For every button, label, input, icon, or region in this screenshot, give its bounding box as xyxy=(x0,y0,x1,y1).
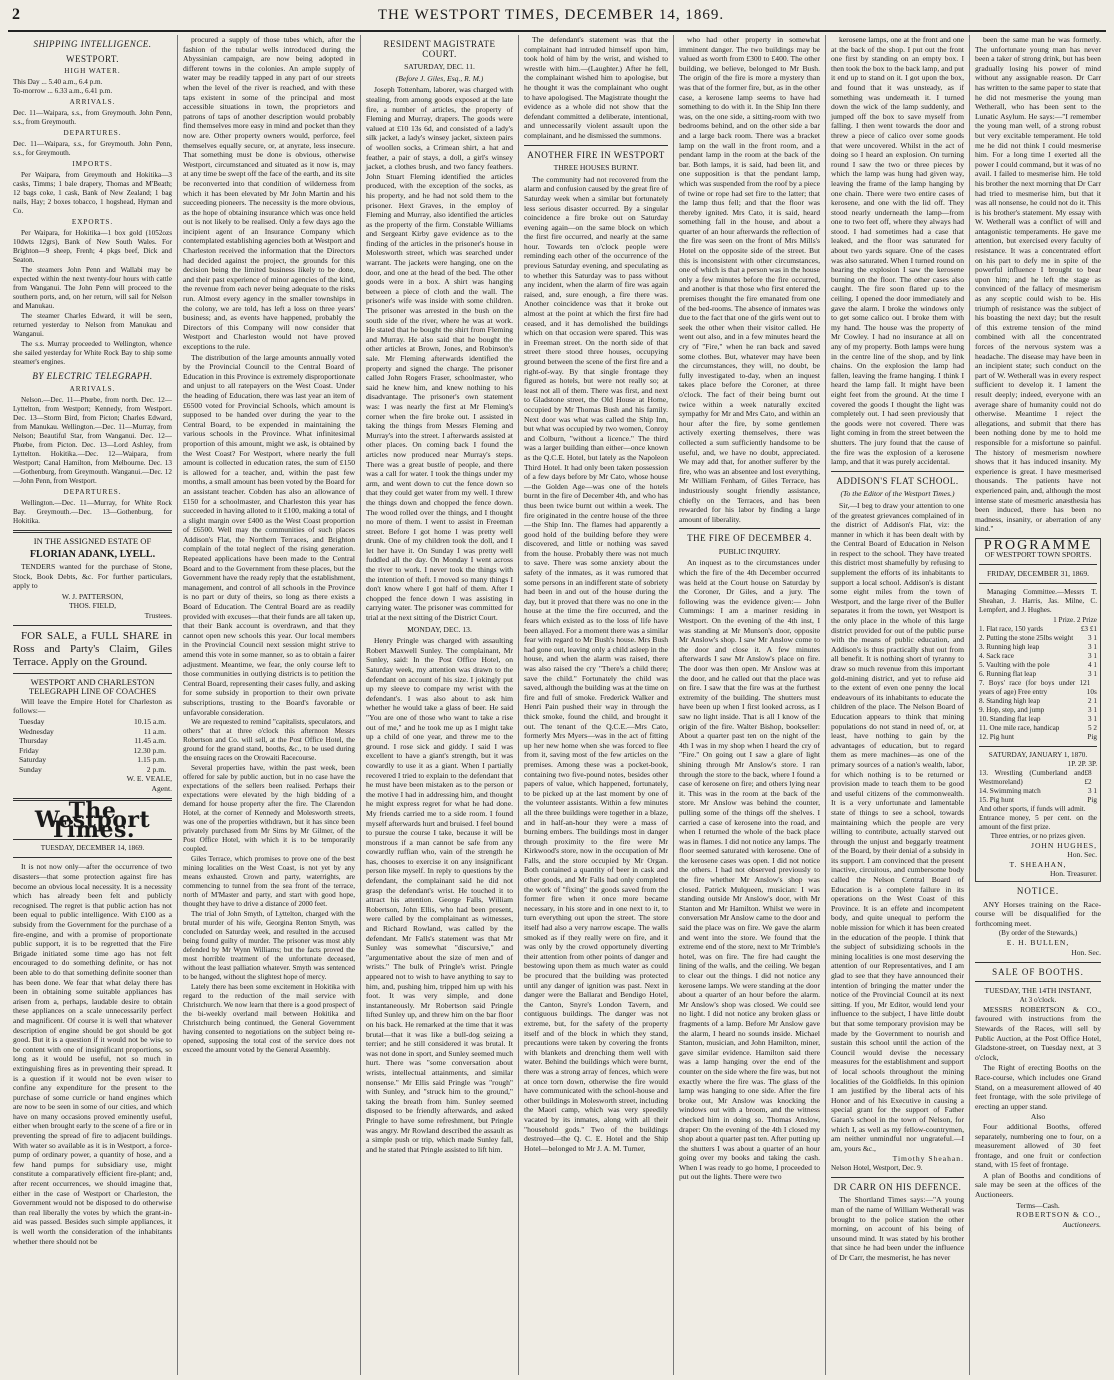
event-row xyxy=(979,769,1097,787)
coach-time-row xyxy=(13,746,172,756)
notice-signatory: E. H. BULLEN, xyxy=(1006,938,1070,948)
high-water-line: To-morrow ... 6.33 a.m., 6.41 p.m. xyxy=(13,87,113,96)
event-row-value: Pig xyxy=(1087,795,1097,804)
events-list xyxy=(979,769,1097,805)
newspaper-flag: The Westport Times. xyxy=(34,797,151,843)
event-row xyxy=(979,706,1097,715)
carr-heading: DR CARR ON HIS DEFENCE. xyxy=(833,1181,962,1192)
event-row-label: 8. Standing high leap xyxy=(979,696,1041,705)
page-number: 2 xyxy=(12,6,20,23)
event-row-label: 12. Pig hunt xyxy=(979,732,1014,741)
coach-time-row-label: Wednesday xyxy=(19,726,54,736)
event-row-label: 2. Putting the stone 25lbs weight xyxy=(979,633,1074,642)
coach-heading: WESTPORT AND CHARLESTON TELEGRAPH LINE OF COACHES xyxy=(28,676,157,697)
event-row xyxy=(979,715,1097,724)
coach-time-row-label: Thursday xyxy=(19,736,48,746)
letter-signature: Timothy Sheahan. xyxy=(892,1154,964,1164)
event-row-value: £3 £1 xyxy=(1080,624,1097,633)
event-row-label: 5. Vaulting with the pole xyxy=(979,660,1050,669)
event-row-label: 7. Boys' race (for boys under 12 years of age) Free entry xyxy=(979,678,1087,696)
event-row-value: 3 1 xyxy=(1088,669,1097,678)
prize-header-label: 1 Prize. 2 Prize xyxy=(1053,615,1097,624)
estate-name: FLORIAN ADANK, LYELL. xyxy=(29,549,156,561)
coach-time-row-label: Sunday xyxy=(19,764,42,774)
coach-time-row xyxy=(13,765,172,775)
columns xyxy=(8,35,1106,1375)
court-date: SATURDAY, DEC. 11. xyxy=(404,62,475,72)
inquiry-heading: THE FIRE OF DECEMBER 4. xyxy=(687,533,812,544)
coach-time-row-value: 12.30 p.m. xyxy=(133,745,166,755)
programme-committee: Managing Committee.—Messrs T. Sheahan, J. Harris, Jas. Milne, C. Lempfert, and J. Hughes. xyxy=(979,587,1097,614)
exports-text: Per Waipara, for Hokitika—1 box gold (1052ozs 10dwts 12grs), Bank of New South Wales. For Brighton—9 sheep, Frenh; 4 pkgs beef, Dick and Seaton. xyxy=(13,229,172,265)
coach-text: Will leave the Empire Hotel for Charleston as follows:— xyxy=(13,696,172,716)
event-row-label: 9. Hop, step, and jump xyxy=(979,705,1045,714)
divider xyxy=(13,625,172,626)
event-row-value: 3 1 xyxy=(1088,633,1097,642)
column-5 xyxy=(674,35,826,1375)
column-3 xyxy=(361,35,519,1375)
event-row xyxy=(979,697,1097,706)
editor-note: (To the Editor of the Westport Times.) xyxy=(840,489,955,499)
addison-heading: ADDISON'S FLAT SCHOOL. xyxy=(836,475,959,486)
prize-header-label: 1P. 2P. 3P. xyxy=(1067,759,1097,768)
letter-text: Sir,—I beg to draw your attention to one of the greatest grievances complained of in the district of Addison's Flat, viz: the manner in which it has been dealt with by the Central Board of Education in Nelson in respect to the school. They have treated this district most shamefully by refusing to supplement the efforts of its inhabitants to support a local school. Addison's is distant some eight miles from the town of Westport, and the large river of the Buller separates it from the town, yet Westport is the only place in the whole of this large district provided for out of the public purse with the means of public education, and Addison's is thus practically shut out from all benefit. It is nothing short of tyranny to draw so much revenue from this important gold-mining district, and yet to refuse aid to the extent of even one penny the local endeavours of its inhabitants to educate the children of the place. The Nelson Board of Education appears to think that mining populations do not stand in need of, or, at least, have nothing to gain by the advantages of education, but to regard them as mere machines—as one of the primary sources of a nation's wealth, labor, for which nothing is to be returned or provision made to teach them to be good and useful citizens of the commonwealth. It is a very unfortunate and lamentable state of things to see a school, towards maintaining which the people are very willing to contribute, actually starved out through the unjust and beggarly treatment of the Board, by their denial of a subsidy in its support. I am convinced that the present inactive, circuitous, and cumbersome body called the Nelson Central Board of Education is a complete failure in its operations on the West Coast of this Province. It is an effete and incompetent body, and quite unequal to perform the noble mission for which it has been created in the education of the people. I think that the subject of subsidizing schools in the mining localities is one most deserving the attention of our Representatives, and I am glad to see that they have announced their intention of bringing the matter under the notice of the Provincial Council at its next sitting. If you, Mr Editor, would lend your influence to the subject, I have little doubt but that some temporary provision may be made by the Government to nourish and sustain this school until the action of the Council would devise the necessary measures for the establishment and support of local schools throughout the mining localities of the Goldfields. In this opinion I am justified by the liberal acts of his Honor and of his Executive in causing a special grant for the support of Father Garan's school in the town of Nelson, for which I, as well as my fellow-countrymen, am neither unmindful nor ungrateful.—I am, yours &c., xyxy=(831,500,964,1153)
divider xyxy=(13,530,172,533)
event-row xyxy=(979,670,1097,679)
departures-heading: DEPARTURES. xyxy=(63,129,122,138)
news-paragraph: We are requested to remind "capitalists, speculators, and others" that at three o'clock this afternoon Messrs Robertson and Co. will sell, at the Post Office Hotel, the ground for the grand stand, booths, &c., to be used during the ensuing races on the Orowaiti Racecourse. xyxy=(183,718,355,763)
notice-role: Hon. Sec. xyxy=(1071,948,1101,957)
booths-signatory: ROBERTSON & CO., xyxy=(1016,1210,1101,1220)
event-row-label: 4. Sack race xyxy=(979,651,1014,660)
tel-arrivals-text: Nelson.—Dec. 11—Phœbe, from north. Dec. 12—Lyttelton, from Westport; Kennedy, from Westport. Dec. 13—Storm Bird, from Picton; Charles Edward, from Manukau. Wellington.—Dec. 11—Murray, from Nelson; Beautiful Star, from Wanganui. Dec. 12—Phœbe, from Picton. Dec. 13—Lord Ashley, from Lyttelton. Hokitika.—Dec. 12—Waipara, from Westport; Canal Hamilton, from Melbourne. Dec. 13—Gothenburg, from Greymouth. Wanganui.—Dec. 12—John Penn, from Westport. xyxy=(13,395,172,485)
coach-time-row xyxy=(13,755,172,765)
news-paragraph: Giles Terrace, which promises to prove one of the best mining localities on the West Coast, is not yet by any means exhausted. Crown and party, waterrights, are commencing to tunnel from the sea front of the terrace, north of M'Master and party, and start with good hope, thought they have to drive a distance of 2000 feet. xyxy=(183,855,355,909)
event-row-value: 3 1 xyxy=(1088,705,1097,714)
fire-report: The community had not recovered from the alarm and confusion caused by the great fire of Saturday week when a similar but fortunately less serious disaster occurred. By a singular coincidence a fire broke out on Saturday evening again—on the same block on which the first fire occurred, and nearly at the same hour. Towards ten o'clock people were reminding each other of the occurrence of the previous Saturday evening, and speculating as to whether this Saturday was to pass without any incident, when the alarm of fire was again raised, and, sure enough, a fire there was. Another coincidence was that it broke out almost at the point at which the first fire had ceased, and it has demolished the buildings which on that occasion were spared. This was in Freeman street. On the north side of that street there stood three houses, occupying ground between the scene of the first fire and a right-of-way. By that single frontage they figured as hotels, but were not really so; at least not all of them. There was first, and next to Gladstone street, the Old House at Home, occupied by Mr Thomas Bush and his family. Next door was what was called the Ship Inn, but what was occupied by two women, Conroy and Colburn, "without a licence." The third was a larger building than either—once known as the Q.C.E. Hotel, but lately as the Napoleon Third Hotel. It had only been taken possession of a few days before by Mr Cato, whose house—the Golden Age—was one of the hotels burnt in the fire of December 4th, and who has thus been twice burnt out within a week. The fire originated in the centre house of the three—the Ship Inn. The flames had apparently a good hold of the building before they were discovered, and little or nothing was saved from the house. Probably there was not much to save. There was some anxiety about the safety of the inmates, as it was rumored that some persons in an indifferent state of sobriety had been in and out of the house during the day, but it proved that there was no one in the house at the time the fire occurred, and the fears which existed as to the loss of life have been allayed. For a moment there was a similar fear with regard to Mr Bush's house. Mrs Bush had gone out, leaving only a child asleep in the house, and when the alarm was raised, there was also raised the cry "There's a child there; save the child." Fortunately the child was saved, although the building was at the time on fire and full of smoke. Frederick Walker and Henri Pain pushed their way in through the thick smoke, found the child, and brought it out. The tenant of the Q.C.E.—Mrs Cato, formerly Mrs Myers—was in the act of fitting up her new home when she was forced to flee from it, saving most of the few articles on the premises. Among these was a pocket-book, containing two five-pound notes, besides other papers of value, which happened, fortunately, to be picked up at the last moment by one of the volunteer assistants. Within a few minutes all the three buildings were together in a blaze, and in half-an-hour they were a mass of burning embers. The buildings most in danger through proximity to the fire were Mr Kirkwood's store, now in the occupation of Mr Falls, and the store occupied by Mr Organ. Both contained a quantity of beer in cask and other goods, and Mr Falls had only completed the work of "fixing" the goods saved from the former fire when it once more became necessary, in his store and in one next to it, to turn everything out upon the street. The store itself had also a very narrow escape. The walls smoked as if they really were on fire, and it was only by the crowd opportunely diverting their attention from other points of danger and bestowing upon them as much water as could be procured that the building was protected until any danger of ignition was past. Next in danger were the Ballarat and Bendigo Hotel, the Canton, Snyre's London Tavern, and contiguous buildings. The danger was not extreme, but, for the safety of the property itself and of the block in which they stand, precautions were taken by covering the fronts with blankets and drenching them well with water. Behind the buildings which were burnt, there was a strong array of fences, which were at once torn down, otherwise the fire would have communicated with the school-house and other buildings in Molesworth street, including the Maori camp, which was very speedily vacated by its inmates, along with all their "household gods." Two of the buildings destroyed—the Q. C. E. Hotel and the Ship Hotel—belonged to Mr J. A. M. Turner, xyxy=(524,174,668,1153)
leader-paragraph: procured a supply of those tubes which, after the fashion of the tubular wells introduced during the Abyssinian campaign, are now being adopted in different towns in the colonies. An ample supply of water may be readily tapped in any part of our streets when the level of the river is reached, and with these taps existent in some of the principal and most accessible situations in town, the proprietors and patrons of taps of another description would probably find themselves more easy in mind and pocket than they now are. Other property owners would, perforce, feel themselves equally secure, or, at anyrate, less insecure. That something must be done is obvious, otherwise Westport, circumstanced and situated as it now is, may at any time be swept off the face of the earth, and its site be reconverted into that condition of wilderness from which it has been elevated by Mr John Martin and his succeeding pioneers. The necessity is the more obvious, as the hope of obtaining insurance which was once held out is not likely to be realised. Only a few days ago the incipient agent of an Insurance Company which contemplated establishing agencies both at Westport and Charleston received the information that the Directors had decided against the project, the grounds for this decision being the limited business likely to be done, and their past experience of minor agencies of the kind, the revenue from each never being adequate to the risks run. Almost every agency in the smaller townships in the colony, we are told, has left a loss on three years' business; and, as events have happened, probably the Directors of this Company will now consider that Westport and Charleston would not have proved exceptions to the rule. xyxy=(183,35,355,351)
programme-signatory: JOHN HUGHES, xyxy=(1030,840,1097,850)
event-row xyxy=(979,652,1097,661)
column-6 xyxy=(826,35,970,1375)
event-row-value: 3 1 xyxy=(1088,651,1097,660)
divider xyxy=(679,528,820,529)
event-row-value: 5 2 xyxy=(1088,723,1097,732)
event-row-value: 3 1 xyxy=(1088,642,1097,651)
event-row xyxy=(979,796,1097,805)
sports-programme xyxy=(975,538,1101,882)
arrivals-heading: ARRIVALS. xyxy=(69,98,116,107)
masthead xyxy=(8,6,1106,32)
event-row-value: 2 1 xyxy=(1088,696,1097,705)
event-row xyxy=(979,679,1097,697)
court-heading: RESIDENT MAGISTRATE COURT. xyxy=(383,39,496,59)
fire-heading: ANOTHER FIRE IN WESTPORT xyxy=(527,149,665,160)
event-row xyxy=(979,643,1097,652)
sale-notice: FOR SALE, a FULL SHARE in Ross and Party's Claim, Giles Terrace. Apply on the Ground. xyxy=(13,629,172,668)
coach-signatory: W. E. VEALE, xyxy=(126,774,172,784)
inquiry-report: An inquest as to the circumstances under which the fire of the 4th December occurred was held at the Court house on Saturday by the Coroner, Dr Giles, and a jury. The following was the evidence given:— John Cummings: I am a mariner residing in Westport. On the evening of the 4th inst, I was standing at Mr Munson's door, opposite Mr Anslow's shop. I saw Mr Anslow come to the door and close it. A few minutes afterwards I saw Mr Anslow's place on fire. The door was then open. Mr Anslow was at the door, and he called out that the place was on fire. I saw that the fire was at the furthest extremity of the building. The shutters must have been up when I first looked across, as I saw no light inside. That is all I know of the origin of the fire. Walter Bishop, bookseller: About a quarter past ten on the night of the 4th I was in my shop when I heard the cry of "Fire." On going out I saw a glare of light shining through Mr Anslow's store. I ran through the store to the back, where I found a case of kerosene on fire; and others lying near it. This was in the room at the back of the store. Mr Anslow was behind the counter, pulling some of the things off the shelves. I carried a case of kerosene into the road, and when I returned the whole of the back place was in flames. I did not notice any lamps. The floor seemed saturated with kerosene. One of the kerosene cases was open. I did not notice the others. I had not observed previously to the fire whether Mr Anslow's shop was closed. Patrick Mulqueen, musician: I was standing outside Mr Anslow's door, with Mr Stanton and Mr Hamilton. Whilst we were in conversation Mr Anslow came to the door and said the place was on fire. We gave the alarm and went into the store. We found that the extreme end of the store, next to Mr Trimble's hotel, was on fire. The fire had caught the lining of the walls, and the ceiling. We began to clear out the things. I did not notice any kerosene lamps. We were standing at the door about a quarter of an hour before the alarm. Mr Anslow's shop was closed. We could see no light. I did not notice any broken glass or fragments of a lamp. Before Mr Anslow gave the alarm, I heard no sounds inside. Michael Stanton, musician, and John Hamilton, miner, gave similar evidence. Hamilton said there was a lamp hanging over the end of the counter on the side where the fire was, but not exactly where the fire was. The glass of the lamp was hanging to one side. After the fire broke out, Mr Anslow was knocking the windows out with a broom, and the witness checked him in doing so. Thomas Anslow, draper: On the evening of the 4th I closed my shop about a quarter past ten. After putting up the shutters I was about a quarter of an hour going over my books and taking the cash. When I was ready to go home, I proceeded to put out the lights. There were two xyxy=(679,558,820,1182)
carr-text: The Shortland Times says:—"A young man of the name of William Wetherall was brought to the police station the other morning, on account of his being of unsound mind. It was stated by his brother that since he had been under the influence of Dr Carr, the mesmerist, he has never xyxy=(831,1195,964,1263)
event-row-value: 3 1 xyxy=(1088,714,1097,723)
coach-time-row-value: 10.15 a.m. xyxy=(133,716,166,726)
booths-text: A plan of Booths and conditions of sale may be seen at the offices of the Auctioneers. xyxy=(975,1170,1101,1200)
news-paragraph: Lately there has been some excitement in Hokitika with regard to the reduction of the mail service with Christchurch. We now learn that there is a good prospect of the bi-weekly overland mail between Hokitika and Christchurch being continued, the General Government having consented to negotiations on the subject being re-opened, supposing the total cost of the service does not exceed the amount voted by the General Assembly. xyxy=(183,983,355,1055)
booths-also: Also xyxy=(1030,1112,1046,1122)
event-row-label: 10. Standing flat leap xyxy=(979,714,1041,723)
coach-time-row-label: Friday xyxy=(19,745,39,755)
booths-text: MESSRS ROBERTSON & CO., favoured with instructions from the Stewards of the Races, will sell by Public Auction, at the Post Office Hotel, Gladstone-street, on Tuesday next, at 3 o'clock, xyxy=(975,1004,1101,1062)
coach-time-row-value: 11 a.m. xyxy=(143,726,166,736)
coach-agent: Agent. xyxy=(151,784,172,794)
event-row-value: £8 £2 xyxy=(1084,768,1092,786)
programme-role: Hon. Sec. xyxy=(1067,850,1097,860)
exports-heading: EXPORTS. xyxy=(71,218,114,227)
divider xyxy=(13,857,172,858)
column-2 xyxy=(178,35,361,1375)
estate-heading: IN THE ASSIGNED ESTATE OF xyxy=(33,535,152,546)
event-row-value: 3 1 xyxy=(1088,786,1097,795)
news-paragraph: The trial of John Smyth, of Lyttelton, charged with the brutal murder of his wife, Georgina Renton Smyth, was concluded on Saturday week, and resulted in the accused being found guilty of murder. The prisoner was most ably defended by Mr Wynn Williams; but the facts proved the most horrible treatment of the unfortunate deceased, without the least palliation whatever. Smyth was sentenced to be hanged, without the slightest hope of mercy. xyxy=(183,910,355,982)
column-7 xyxy=(970,35,1106,1375)
high-water-heading: HIGH WATER. xyxy=(64,67,121,76)
court-report: Joseph Tottenham, laborer, was charged with stealing, from among goods exposed at the late fire, a number of articles, the property of Fleming and Murray, drapers. The goods were valued at £10 13s 6d, and consisted of a lady's silk jacket, a lady's winsey jacket, sixteen pairs of woollen socks, a Crimean shirt, a hat and feather, a pair of stays, a doll, a girl's winsey jacket, a clothes brush, and two fancy feathers. John Stuart Fleming identified the articles produced, with the exception of the socks, as his property, and he had not sold them to the prisoner. Hext Graves, in the employ of Fleming and Murray, also identified the articles as the property of the firm. Constable Williams and Sergeant Kirby gave evidence as to the finding of the articles in the prisoner's house in Molesworth street, which was searched under warrant. The jackets were hanging, one on the door, and one at the head of the bed. The other goods were in a box. A shirt was hanging between a piece of cloth and the wall. The prisoner's wife was inside with some children. The prisoner was arrested in the bush on the south side of the river, where he was at work. He stated that he bought the shirt from Fleming and Murray. He also said that he bought the other articles at Brown, Jones, and Robinson's sale. Mr Fleming afterwards identified the property and signed the charge. The prisoner called John Rogers Fraser, schoolmaster, who said he knew him, and knew nothing to his disadvantage. The prisoner's own statement was: I was nearly the first at Mr Fleming's corner when the fire broke out. I assisted in taking the things from Messrs Fleming and Murray's into the street. I afterwards assisted at other places. On coming back I found the articles now produced near Murray's steps. There was a great bustle of people, and there was a call for water. I took the things under my arm, and went down to cut the fence down so that they could get water from my well. I threw the things down and chopped the fence down. The wood rolled over the things, and I thought no more of them. I went to assist in Freeman street. Before I got home I was pretty well drunk. One of my children took the doll, and I let her have it. On Sunday I was pretty well fuddled all the day. On Monday I went across the river to work. I never took the things with the intention of theft. I moved so many things I don't know where I got half of them. After I chopped the fence down I was assisting in carrying water. The prisoner was committed for trial at the next sitting of the District Court. xyxy=(366,85,513,623)
column-1 xyxy=(8,35,178,1375)
divider xyxy=(979,746,1097,747)
tel-departures-text: Wellington.—Dec. 11—Murray, for White Rock Bay. Greymouth.—Dec. 13—Gothenburg, for Hokitika. xyxy=(13,498,172,525)
fire-subheading: THREE HOUSES BURNT. xyxy=(553,163,639,173)
leader-paragraph: It is not now only—after the occurrence of two disasters—that some protection against fire has become an obvious local necessity. It is a necessity which has already been felt and publicly recognised. The regret is that public action has not been equal to public intelligence. With £100 as a subsidy from the Government for the purchase of a fire-engine, and with a promise of proportionate public support, it is to be regretted that the Fire Brigade initiated some time ago has not felt encouraged to do something definite, or has not been able to do that something definite sooner than has been done. We fear that what delay there has been in obtaining some suitable appliances has arisen from a, perhaps, laudable desire to obtain these appliances on a scale unnecessarily perfect and magnificent. Of course it is well that whatever description of engine should be got should be got good. But it is a question if it would not be wise to be content with one of insignificant proportions, so long as it would be useful, not so much in extinguishing fires as in preventing their spread. It is a question if it would not be even wiser to confine any expenditure for the present to the purchase of some curricle or hand engines which are now to be seen in some of our cities, and which have on many occasions proved eminently useful, either when brought early to the scene of a fire or in preventing the spread of fire to adjacent buildings. With water so available as it is in Westport, a force-pump of ordinary power, a quantity of hose, and a few hand pumps for subsidiary use, might constitute a comparatively efficient fire-plant; and, after recent occurrences, we should imagine that, either in the case of Westport or Charleston, the Government would not be disposed to do otherwise than real liberally the votes by which the grant-in-aid was passed. Besides such simple appliances, it is well worth the consideration of the inhabitants whether there should not be xyxy=(13,862,172,1246)
booths-time: At 3 o'clock. xyxy=(1019,995,1057,1004)
programme-note: Three entries, or no prizes given. xyxy=(990,831,1086,840)
steamers-paragraph: The steamers John Penn and Wallabi may be expected within the next twenty-four hours with cattle from Wanganui. The John Penn will proceed to the southern ports, and, on her return, will sail for Nelson and Manukau. xyxy=(13,266,172,311)
coach-timetable xyxy=(13,717,172,775)
divider xyxy=(979,583,1097,584)
event-row-label: 3. Running high leap xyxy=(979,642,1040,651)
court-date: MONDAY, DEC. 13. xyxy=(407,624,472,634)
event-row xyxy=(979,724,1097,733)
booths-text: Four additional Booths, offered separately, numbering one to four, on a measurement allowed of 30 feet frontage, and one fruit or confection stand, with 15 feet of frontage. xyxy=(975,1121,1101,1170)
leader-paragraph: The distribution of the large amounts annually voted by the Provincial Council to the Central Board of Education in this Province is extremely disproportionate and unjust to all ratepayers on the West Coast. Under the heading of Education, there was last year an item of £6500 voted for Provincial Schools, which amount is supposed to be handed over during the year to the Central Board, to be expended in maintaining the various schools in the Province. What infinitesimal proportion of this amount, might we ask, is obtained by the West Coast? For Westport, where nearly the full amount is collected in education rates, the sum of £150 is allowed for a teacher, and, within the past few months, a small amount has been voted by the Board for an assistant teacher. Cobden has also an allowance of £150 for a schoolmaster, and Charleston this year has succeeded in having alloted to it £100, making a total of a slight margin over £400 as the West Coast proportion of £6500. Well may the communities of such places Addison's Flat, the Northern Terraces, and Brighton complain of the total neglect of the rising generation. Repeated applications have been made to the Central Board and to the Government from these places, but the Government have the ready reply that the establishment, management, and control of all schools in the Province is no part or duty of theirs, so long as there exists a Board of Education. The Central Board are as readily provided with excuses—that their funds are all taken up, that their Bank account is overdrawn, and that they cannot open new schools this year. Our local members in the Provincial Council next session might strive to amend this vote in some manner, so as to obtain a fairer adjustment. Meantime, we fear, the only course left to those communities in outlying districts is to petition the Central Board, representing their cases fully, and asking for some subsidy in proportion to their own private subscriptions, trusting to the Board's favorable or unfavorable consideration. xyxy=(183,352,355,717)
imports-heading: IMPORTS. xyxy=(72,160,113,169)
divider xyxy=(975,981,1101,982)
tel-departures-heading: DEPARTURES. xyxy=(63,487,122,496)
court-bench: (Before J. Giles, Esq., R. M.) xyxy=(395,73,484,83)
event-row xyxy=(979,733,1097,742)
programme-title: PROGRAMME xyxy=(983,537,1093,553)
event-row-label: 15. Pig hunt xyxy=(979,795,1014,804)
estate-signatory: THOS. FIELD, xyxy=(68,601,117,611)
masthead-title: THE WESTPORT TIMES, DECEMBER 14, 1869. xyxy=(377,7,725,23)
fire-report: who had other property in somewhat imminent danger. The two buildings may be valued as worth from £300 to £400. The other building, we believe, belonged to Mr Bush. The origin of the fire is more a mystery than was that of the former fire, but, as in the other case, a kerosene lamp seems to have had something to do with it. In the Ship Inn there was, on the one side, a sitting-room with two bedrooms behind, and on the other side a bar and a large back room. There was a bracket lamp on the wall in the front room, and a pendant lamp in the room at the back of the bar. Both lamps, it is said, had been lit, and one supposition is that the pendant lamp, which was suspended from the roof by a piece of twine or rope had set fire to the latter; that the lamp thus fell; and that the floor was thereby ignited. Mrs Cato, it is said, heard something fall in the house, and about a quarter of an hour afterwards the reflection of the fire was seen on the front of Mrs Mills's Hotel on the opposite side of the street. But this is inconsistent with other circumstances, one of which is that a person was in the house only a few minutes before the fire occurred, and another is that those who first entered the premises thought the fire emanated from one of the bed-rooms. The absence of inmates was due to the fact that one of the girls went out to seek the other when their visitor called. He went out also, and in a few minutes heard the cry of "Fire," when he ran back and saved some clothes. But, whatever may have been the circumstances, they will, no doubt, be fully investigated to-day, when an inquest takes place before the Coroner, at three o'clock. The fact of their being burnt out twice within a week naturally excited sympathy for Mr and Mrs Cato, and within an hour after the fire, by some gentlemen actively exerting themselves, there was collected a sum sufficiently handsome to be useful, and, we have no doubt, appreciated. We may add that, for another sufferer by the fire, who was an absentee and lost everything, Mr William Fenham, of Giles Terrace, has industriously sought friendly assistance, chiefly on the Terraces, and has been rewarded for his labor by finding a large amount of liberality. xyxy=(679,35,820,524)
coach-time-row-value: 11.45 a.m. xyxy=(134,736,166,746)
coach-time-row-value: 1.15 p.m. xyxy=(137,755,166,765)
inquiry-report: kerosene lamps, one at the front and one at the back of the shop. I put out the front one first by standing on an empty box. I then took the box to the back lamp, and put it end up to stand on it. I got upon the box, and found that it was unsteady, as if something was underneath it. I turned down the wick of the lamp suddenly, and jumped off the box to save myself from falling. I then went towards the door and threw a piece of calico over some goods that were uncovered. Whilst in the act of doing so I heard an explosion. On turning round I saw the two or three pieces by which the lamp was hung had given way, leaving the frame of the lamp hanging by one chain. There were two entire cases of kerosene, and one with the lid off. They stood nearly underneath the lamp—from one to two feet off, where they always had stood. I had sometimes had a case that leaked, and the floor was saturated for about two yards square. One of the cases was also saturated. When I turned round on hearing the explosion I saw the kerosene burning on the floor. The other cases also caught. The fire soon flared up to the ceiling. I opened the door immediately and gave the alarm. I broke the windows only to get some calico out. I broke them with my hand. The house was the property of Mr Cowley. I had no insurance at all on any of my property. Both lamps were hung in the centre line of the shop, and by link chains. On the explosion the lamp had fallen, leaving the frame hanging. I think I heard the lamp fall. It might have been eight feet from the ground. At the time I covered the goods I thought the light was completely out. I had seen previously that the goods were not covered. There was light coming in from the street between the shutters. The jury found that the cause of the fire was the explosion of a kerosene lamp, and that it was purely accidental. xyxy=(831,35,964,467)
steamers-paragraph: The s.s. Murray proceeded to Wellington, whence she sailed yesterday for White Rock Bay to ship some steamer's engines. xyxy=(13,340,172,367)
inquiry-subheading: PUBLIC INQUIRY. xyxy=(718,546,781,556)
shipping-heading: SHIPPING INTELLIGENCE. xyxy=(33,39,152,49)
coach-time-row-label: Tuesday xyxy=(19,716,45,726)
programme-subtitle: OF WESTPORT TOWN SPORTS. xyxy=(984,550,1092,560)
divider xyxy=(831,471,964,472)
carr-text: been the same man he was formerly. The unfortunate young man has never been a taker of strong drink, but has been gradually losing his power of mind without any assignable reason. Dr Carr has written to the same paper to state that he did not mesmerise the young man Wetherall, who has been sent to the Lunatic Asylum. He says:—"I remember the young man well, of a strong robust but very excitable temperament. He told me he did not think I could mesmerise him. For a long time I exerted all the power I could command, but it was of no avail. I failed to mesmerise him. He told his brother the next morning that Dr Carr had tried to mesmerise him, but that it was all nonsense, he could not do it. This is his brother's statement. My essay with W. Wetherall was a conflict of will and antagonistic temperaments. He gave me attention, but exercised every faculty of resistance. It was a concentrated effort on his part to defy me in spite of the powerful influence I brought to bear upon him; and he left the stage as convinced of the fallacy of mesmerism as any sceptic could wish to be. His triumph of resistance was the subject of his boasting the next day; but the result of this extreme tension of the mind combined with all the concentrated forces of the nervous system was a headache. The disease may have been in an incipient state; such conduct on the part of W. Wetherall was in every respect sufficient to develop it. I lament the result deeply; indeed, everyone with an average share of humanity could not do otherwise. Meantime I reject the allegations, and submit that there has been nothing done by me to hold me responsible for a misfortune so painful. The history of mesmerism nowhere shows that it has induced insanity. My experience is great. I have mesmerised thousands. The patients have not experienced pain, and, although the most intense state of mesmeric anæsthesia has been induced, there has been no madness, insanity, or aberration of any kind." xyxy=(975,35,1101,534)
programme-note: And other sports, if funds will admit. xyxy=(979,804,1086,813)
event-row-value: 4 1 xyxy=(1088,660,1097,669)
coach-time-row-value: 2 p.m. xyxy=(146,764,166,774)
event-row xyxy=(979,625,1097,634)
booths-role: Auctioneers. xyxy=(1062,1219,1101,1229)
booths-terms: Terms—Cash. xyxy=(1016,1200,1060,1210)
divider xyxy=(524,145,668,146)
programme-role: Hon. Treasurer. xyxy=(1049,869,1097,879)
event-row xyxy=(979,661,1097,670)
high-water-line: This Day ... 5.40 a.m., 6.4 p.m. xyxy=(13,78,103,87)
event-row-value: Pig xyxy=(1087,732,1097,741)
booths-text: The Right of erecting Booths on the Race-course, which includes one Grand Stand, on a measurement allowed of 40 feet frontage, with the sole privilege of erecting an upper stand. xyxy=(975,1063,1101,1111)
imports-text: Per Waipara, from Greymouth and Hokitika—3 casks, Timms; 1 bale drapery, Thomas and M'Beath; 12 bags coke, 1 cask, Bank of New Zealand; 1 bag nails, Hay; 2 boxes tobacco, 1 hogshead, Hyman and Co. xyxy=(13,171,172,216)
coach-time-row xyxy=(13,727,172,737)
notice-order: (By order of the Stewards,) xyxy=(998,929,1078,938)
event-row-value: 1 10s xyxy=(1086,678,1097,696)
programme-note: Entrance money, 5 per cent. on the amount of the first prize. xyxy=(979,813,1097,831)
notice-text: ANY Horses training on the Race-course will be disqualified for the forthcoming meet. xyxy=(975,899,1101,928)
booths-heading: SALE OF BOOTHS. xyxy=(992,966,1084,977)
divider xyxy=(979,564,1097,565)
coach-time-row xyxy=(13,717,172,727)
event-row-label: 13. Wrestling (Cumberland and Westmoreland) xyxy=(979,768,1085,786)
divider xyxy=(831,1177,964,1178)
estate-text: TENDERS wanted for the purchase of Stone, Stock, Book Debts, &c. For further particulars, apply to xyxy=(13,561,172,591)
port-heading: WESTPORT. xyxy=(65,53,120,64)
event-row xyxy=(979,634,1097,643)
estate-role: Trustees. xyxy=(144,610,172,620)
event-row-label: 14. Swimming match xyxy=(979,786,1041,795)
estate-signatory: W. J. PATTERSON, xyxy=(61,591,124,601)
tel-arrivals-heading: ARRIVALS. xyxy=(69,384,116,393)
telegraph-heading: BY ELECTRIC TELEGRAPH. xyxy=(32,371,153,382)
booths-date: TUESDAY, THE 14TH INSTANT, xyxy=(984,986,1092,996)
event-row-label: 6. Running flat leap xyxy=(979,669,1037,678)
notice-heading: NOTICE. xyxy=(1016,886,1060,897)
dateline: TUESDAY, DECEMBER 14, 1869. xyxy=(40,844,145,853)
coach-time-row xyxy=(13,736,172,746)
departures-text: Dec. 11—Waipara, s.s., for Greymouth. John Penn, s.s., for Greymouth. xyxy=(13,140,172,158)
event-row-label: 11. One mile race, handicap xyxy=(979,723,1060,732)
event-row-label: 1. Flat race, 150 yards xyxy=(979,624,1043,633)
court-report: The defendant's statement was that the complainant had intruded himself upon him, took hold of him by the wrist, and wished to wrestle with him.—(Laughter.) After he fell, the complainant wished him to apologise, but he thought it was the complainant who ought to have apologised. The Magistrate thought the evidence as a whole did not show that the defendant committed a deliberate, intentional, and unnecessarily violent assault upon the complainant, and he dismissed the summons. xyxy=(524,35,668,140)
divider xyxy=(975,962,1101,963)
court-report: Henry Pringle was charged with assaulting Robert Maxwell Sunley. The complainant, Mr Sunley, said: In the Post Office Hotel, on Saturday week, my attention was drawn to the defendant on account of his size. I jokingly put up my sleeve to compare my wrist with the defendant's. I was also about to ask him whether he would take a glass of beer. He said "You are one of those who want to take a rise out of me," and he took me up as I might take up a child of one year, and threw me to the ground. I rose sick and giddy. I said I was excellent to have a giant's strength, but it was cowardly to use it as a giant. When I partially recovered I tried to explain to the defendant that he must have been mistaken as to the person or the motive I had in addressing him, and thought he might express regret for what he had done. My friends carried me to a side room. I found myself afterwards hurt and bruised. I feel bound to pursue the course I take, because it will be monstrous if a man cannot be safe from any cowardly ruffian who, vain of the strength he has, chooses to exercise it on any insignificant person like myself. In reply to questions by the defendant, the complainant said he did not grasp the defendant's wrist. He touched it to attract his attention. George Falls, William Robertson, John Ellis, who had been present, were called by the complainant as witnesses, and Richard Rowland, was called by the defendant. Mr Falls's statement was that Mr Sunley was somewhat "discursive," and "argumentative about the size of men and of wrists." The bulk of Pringle's wrist. Pringle appeared not to wish to have anything to say to him, and, pushing him, tripped him up with his foot. It was very simple, and done instantaneously. Mr Robertson said Pringle lifted Sunley up, and threw him on the bar floor on his back. He remarked at the time that it was brutal—that it was like a bull-dog seizing a terrier; and he still considered it was brutal. It was not done in sport, and Sunley seemed much hurt. There was "some conversation about wrists, intellectual attainments, and similar nonsense." Mr Ellis said Pringle was "rough" with Sunley, and "struck him to the ground," taking the breath from him. Sunley seemed disposed to be friendly afterwards, and asked Pringle to have some refreshment, but Pringle was angry. Mr Rowland described the assault as a simple push or trip, which made Sunley fall, and he stated that Pringle assisted to lift him. xyxy=(366,636,513,1154)
programme-date: SATURDAY, JANUARY 1, 1870. xyxy=(988,750,1088,759)
programme-signatory: T. SHEAHAN, xyxy=(1009,859,1067,869)
divider xyxy=(13,673,172,674)
events-list xyxy=(979,625,1097,742)
event-row xyxy=(979,787,1097,796)
column-4 xyxy=(519,35,674,1375)
prize-header xyxy=(979,616,1097,625)
programme-date: FRIDAY, DECEMBER 31, 1869. xyxy=(986,569,1090,579)
arrivals-text: Dec. 11—Waipara, s.s., from Greymouth. John Penn, s.s., from Greymouth. xyxy=(13,109,172,127)
coach-time-row-label: Saturday xyxy=(19,755,46,765)
news-paragraph: Several properties have, within the past week, been offered for sale by public auction, but in no case have the expectations of the sellers been realised. Perhaps their expectations were elevated by the high bidding of a demand for house property after the fire. The Clarendon Hotel, at the corner of Kennedy and Molesworth streets, was one of the properties withdrawn, but it has since been privately purchased from Mr Sims by Mr Gilmer, of the Post Office Hotel, with which it is to be temporarily coupled. xyxy=(183,764,355,854)
steamers-paragraph: The steamer Charles Edward, it will be seen, returned yesterday to Nelson from Manukau and Wanganui. xyxy=(13,312,172,339)
letter-place: Nelson Hotel, Westport, Dec. 9. xyxy=(831,1163,923,1172)
